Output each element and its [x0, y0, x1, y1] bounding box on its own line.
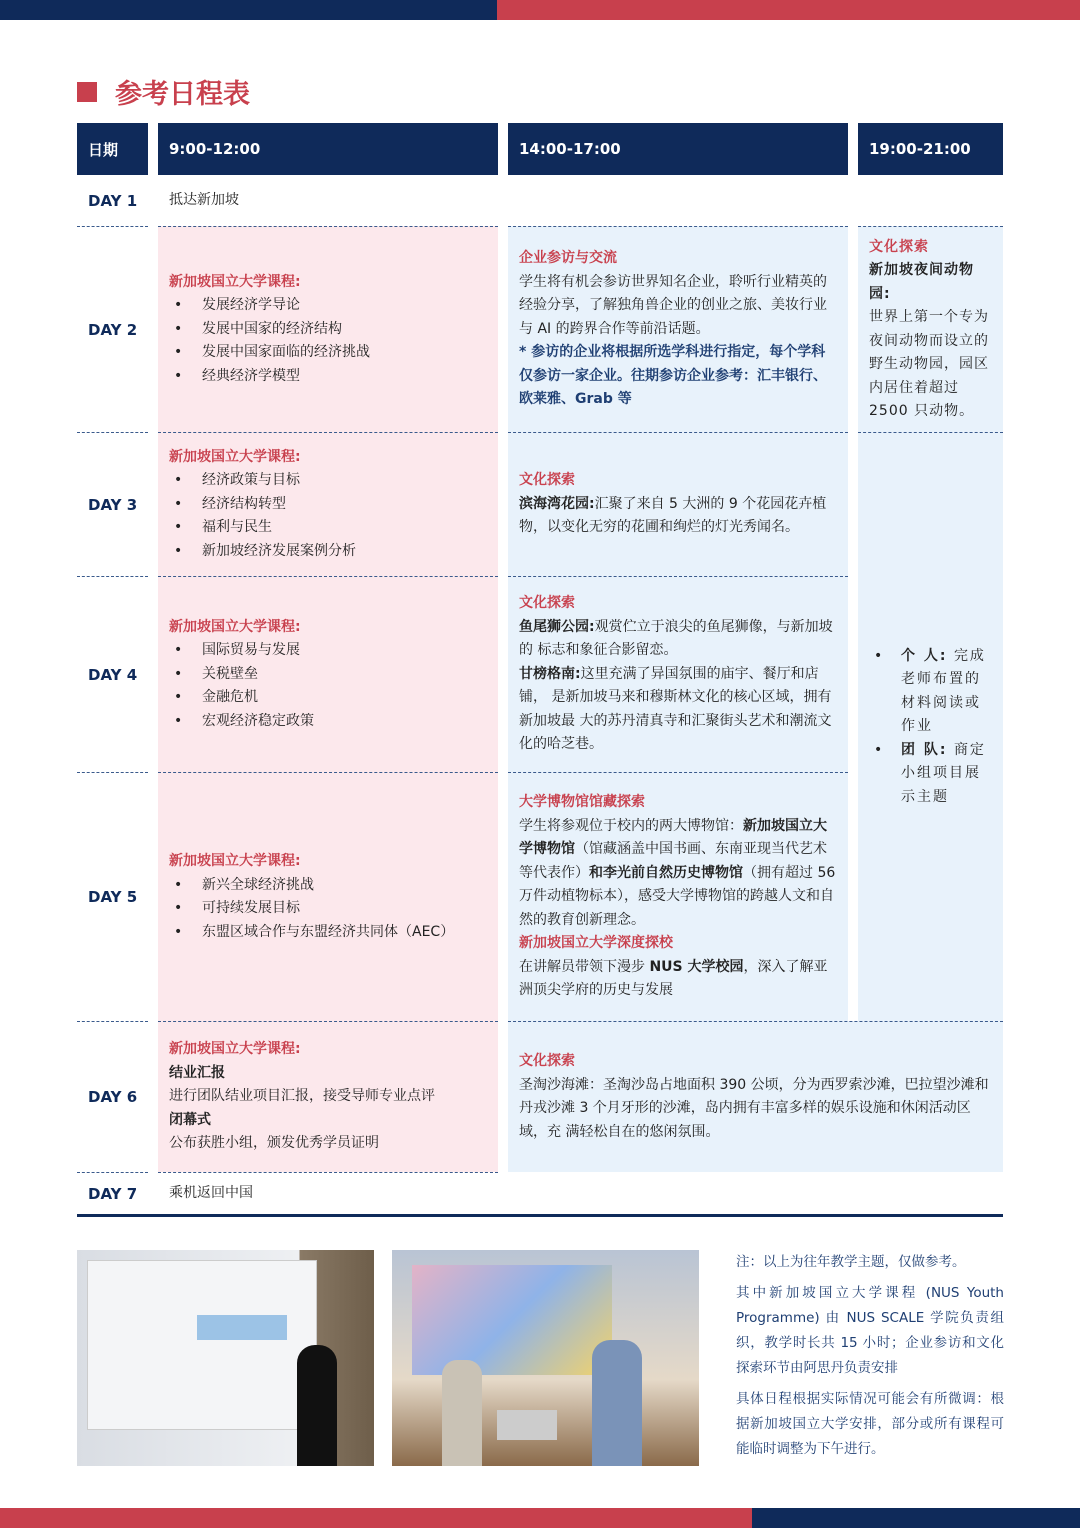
activity-note: * 参访的企业将根据所选学科进行指定，每个学科仅参访一家企业。往期参访企业参考：汇丰银行、欧莱雅、Grab 等: [519, 344, 827, 408]
item-text: 商定小组项目展示主题: [901, 741, 986, 805]
list-item: • 金融危机: [169, 686, 487, 710]
course-title: 新加坡国立大学课程:: [169, 618, 301, 635]
place-name: 甘榜格南:: [519, 665, 581, 682]
list-item: • 发展中国家的经济结构: [169, 318, 487, 342]
title-text: 参考日程表: [115, 79, 250, 110]
session-title: 结业汇报: [169, 1064, 225, 1081]
square-icon: [77, 82, 97, 102]
course-list: [169, 874, 487, 945]
note-text: 注：以上为往年教学主题，仅做参考。: [736, 1254, 966, 1270]
day3-morning: [158, 432, 498, 576]
list-item: • 东盟区域合作与东盟经济共同体（AEC）: [169, 921, 487, 945]
text: （拥有超过 56 万件动植物标本），感受大学博物馆的跨越人文和自然的教育创新理念。: [519, 864, 836, 928]
day2-morning: [158, 226, 498, 432]
list-item: • 新加坡经济发展案例分析: [169, 540, 487, 564]
notes: [736, 1250, 1004, 1468]
museum-name: 和李光前自然历史博物馆: [589, 864, 743, 881]
header-afternoon: 14:00-17:00: [508, 123, 848, 175]
day6-morning: [158, 1021, 498, 1172]
list-item: • 宏观经济稳定政策: [169, 710, 487, 734]
note-text: 其中新加坡国立大学课程 (NUS Youth Programme) 由 NUS SCALE 学院负责组织，教学时长共 15 小时；企业参访和文化探索环节由阿思丹负责安排: [736, 1285, 1004, 1376]
day-label: DAY 6: [77, 1021, 148, 1172]
session-title: 闭幕式: [169, 1111, 211, 1128]
activity-text: [519, 493, 837, 540]
header-evening: 19:00-21:00: [858, 123, 1003, 175]
day4-morning: [158, 576, 498, 772]
list-item: • 关税壁垒: [169, 663, 487, 687]
activity-title: 文化探索: [869, 238, 929, 255]
place-desc: 观赏伫立于浪尖的鱼尾狮像，与新加坡的 标志和象征合影留恋。: [519, 618, 833, 659]
course-list: [169, 639, 487, 733]
header-date: 日期: [77, 123, 148, 175]
page-title: [77, 72, 250, 111]
item-bold: 个 人:: [901, 647, 948, 664]
list-item: • 新兴全球经济挑战: [169, 874, 487, 898]
list-item: • 经济政策与目标: [169, 469, 487, 493]
course-title: 新加坡国立大学课程:: [169, 853, 301, 869]
day2-afternoon: [508, 226, 848, 432]
course-list: [169, 294, 487, 388]
course-list: [169, 469, 487, 563]
place-desc: 汇聚了来自 5 大洲的 9 个花园花卉植物，以变化无穷的花圃和绚烂的灯光秀闻名。: [519, 495, 827, 536]
activity-text: [519, 616, 837, 663]
activity-title: 文化探索: [519, 472, 575, 489]
list-item: • 可持续发展目标: [169, 897, 487, 921]
day6-afternoon-evening: [508, 1021, 1003, 1172]
activity-text: 圣淘沙海滩：圣淘沙岛占地面积 390 公顷，分为西罗索沙滩，巴拉望沙滩和丹戎沙滩 3 个月牙形的沙滩，岛内拥有丰富多样的娱乐设施和休闲活动区域，充 满轻松自在的悠闲氛围。: [519, 1076, 989, 1140]
activity-subtitle: 新加坡夜间动物园:: [869, 262, 974, 302]
list-item: • 国际贸易与发展: [169, 639, 487, 663]
list-item: • 福利与民生: [169, 516, 487, 540]
list-item: • 发展经济学导论: [169, 294, 487, 318]
activity-text: [519, 815, 837, 933]
text: ，深入了解亚洲顶尖学府的历史与发展: [519, 958, 828, 999]
day-label: DAY 2: [77, 226, 148, 432]
bottom-bar-red: [0, 1508, 752, 1528]
bottom-bar-navy: [752, 1508, 1080, 1528]
evening-group: [858, 432, 1003, 1021]
museum-name: 新加坡国立大学博物馆: [519, 817, 827, 858]
top-bar-red: [497, 0, 1080, 20]
day5-morning: [158, 772, 498, 1021]
lecture-photo: [77, 1250, 374, 1466]
activity-text: 世界上第一个专为夜间动物而设立的野生动物园，园区内居住着超过 2500 只动物。: [869, 309, 989, 419]
day-label: DAY 7: [77, 1172, 148, 1215]
day2-evening: [858, 226, 1003, 432]
list-item: [869, 645, 992, 739]
day7-morning: 乘机返回中国: [158, 1172, 498, 1215]
place-name: 滨海湾花园:: [519, 495, 595, 512]
session-text: 公布获胜小组，颁发优秀学员证明: [169, 1135, 379, 1152]
day3-afternoon: [508, 432, 848, 576]
activity-title: 文化探索: [519, 1053, 575, 1069]
text: （馆藏涵盖中国书画、东南亚现当代艺术等代表作）: [519, 841, 827, 881]
activity-title: 企业参访与交流: [519, 250, 617, 267]
item-bold: 团 队:: [901, 741, 948, 758]
campus-name: NUS 大学校园: [649, 958, 744, 975]
table-bottom-line: [77, 1214, 1003, 1217]
day5-afternoon: [508, 772, 848, 1021]
text: 学生将参观位于校内的两大博物馆：: [519, 817, 743, 834]
activity-text: 学生将有机会参访世界知名企业，聆听行业精英的经验分享，了解独角兽企业的创业之旅、美妆行业与 AI 的跨界合作等前沿话题。: [519, 273, 827, 337]
item-text: 完成老师布置的材料阅读或作业: [901, 647, 986, 735]
activity-text: [519, 663, 837, 757]
day-label: DAY 4: [77, 576, 148, 772]
day1-morning: 抵达新加坡: [169, 192, 239, 209]
list-item: • 发展中国家面临的经济挑战: [169, 341, 487, 365]
note-text: 具体日程根据实际情况可能会有所微调：根据新加坡国立大学安排，部分或所有课程可能临时调整为下午进行。: [736, 1391, 1004, 1457]
day-label: DAY 1: [88, 192, 138, 210]
list-item: • 经济结构转型: [169, 493, 487, 517]
course-title: 新加坡国立大学课程:: [169, 273, 301, 290]
activity-title: 大学博物馆馆藏探索: [519, 794, 645, 811]
day4-afternoon: [508, 576, 848, 772]
course-title: 新加坡国立大学课程:: [169, 1041, 301, 1058]
course-title: 新加坡国立大学课程:: [169, 448, 301, 465]
evening-list: [869, 645, 992, 810]
place-name: 鱼尾狮公园:: [519, 618, 595, 635]
activity-text: [519, 956, 837, 1003]
day-label: DAY 3: [77, 432, 148, 576]
place-desc: 这里充满了异国氛围的庙宇、餐厅和店铺， 是新加坡马来和穆斯林文化的核心区域，拥有新加坡最 大的苏丹清真寺和汇聚街头艺术和潮流文化的哈芝巷。: [519, 665, 832, 753]
list-item: • 经典经济学模型: [169, 365, 487, 389]
text: 在讲解员带领下漫步: [519, 958, 650, 975]
session-text: 进行团队结业项目汇报，接受导师专业点评: [169, 1088, 435, 1105]
classroom-photo: [392, 1250, 699, 1466]
day-label: DAY 5: [77, 772, 148, 1021]
top-bar-navy: [0, 0, 497, 20]
header-morning: 9:00-12:00: [158, 123, 498, 175]
activity-title: 新加坡国立大学深度探校: [519, 935, 673, 952]
list-item: [869, 739, 992, 810]
activity-title: 文化探索: [519, 595, 575, 612]
